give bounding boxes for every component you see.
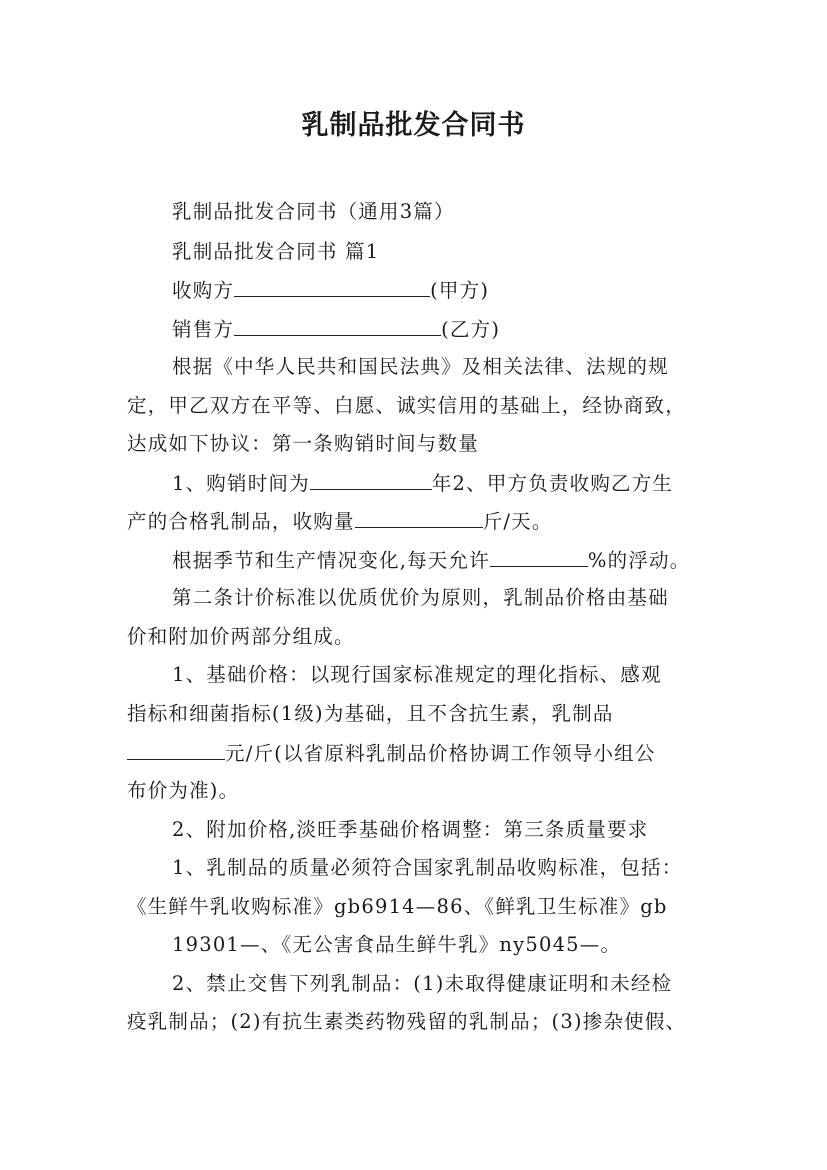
text-span: 根据《中华人民共和国民法典》及相关法律、法规的规 [172,355,669,378]
paragraph-line [172,855,682,881]
seller-label: 销售方 [172,318,235,341]
paragraph-line [127,393,686,419]
document-title: 乳制品批发合同书 [301,110,526,141]
paragraph-line [127,508,553,535]
seller-blank [234,316,441,336]
buyer-line [172,277,489,304]
paragraph-line [127,1009,686,1035]
text-span: 疫乳制品；(2)有抗生素类药物残留的乳制品；(3)掺杂使假、 [127,1010,687,1033]
text-span: 价和附加价两部分组成。 [127,625,355,648]
text-span: %的浮动。 [587,549,691,572]
text-span: 1、购销时间为 [172,472,310,495]
paragraph-line [172,585,669,611]
text-span: 1、基础价格：以现行国家标准规定的理化指标、感观 [172,663,662,686]
paragraph-line [127,624,355,650]
text-span: 达成如下协议：第一条购销时间与数量 [127,432,479,455]
subtitle-text: 乳制品批发合同书（通用3篇） [172,200,455,223]
text-span: 元/斤(以省原料乳制品价格协调工作领导小组公 [225,742,656,765]
text-span: 年2、甲方负责收购乙方生 [431,472,674,495]
paragraph-line [127,894,668,920]
paragraph-line [127,778,239,804]
text-span: 斤/天。 [482,510,553,533]
paragraph-line [172,239,379,265]
text-span: 根据季节和生产情况变化,每天允许 [172,549,490,572]
paragraph-line [127,701,614,727]
seller-line [172,316,500,343]
paragraph-line [172,547,690,574]
paragraph-line [172,932,621,958]
paragraph-line [172,354,669,380]
party-a-label: (甲方) [430,279,490,302]
text-span: 第二条计价标准以优质优价为原则，乳制品价格由基础 [172,586,669,609]
section-heading: 乳制品批发合同书 篇1 [172,240,380,263]
text-span: 产的合格乳制品，收购量 [127,510,355,533]
float-blank [490,547,588,567]
text-span: 布价为准)。 [127,779,240,802]
period-blank [310,470,432,490]
quantity-blank [355,508,483,528]
text-span: 2、禁止交售下列乳制品：(1)未取得健康证明和未经检 [172,972,673,995]
text-span: 19301—、《无公害食品生鲜牛乳》ny5045—。 [172,933,622,956]
paragraph-line [127,740,656,767]
paragraph-line [172,199,455,225]
buyer-blank [234,277,430,297]
text-span: 定，甲乙双方在平等、白愿、诚实信用的基础上，经协商致， [127,394,686,417]
paragraph-line [172,662,662,688]
paragraph-line [127,431,479,457]
text-span: 《生鲜牛乳收购标准》gb6914—86、《鲜乳卫生标准》gb [127,895,668,918]
paragraph-line [172,817,648,843]
text-span: 指标和细菌指标(1级)为基础，且不含抗生素，乳制品 [127,702,614,725]
paragraph-line [172,470,673,497]
paragraph-line [172,971,672,997]
text-span: 2、附加价格,淡旺季基础价格调整：第三条质量要求 [172,818,649,841]
text-span: 1、乳制品的质量必须符合国家乳制品收购标准，包括： [172,856,683,879]
buyer-label: 收购方 [172,279,235,302]
party-b-label: (乙方) [441,318,501,341]
price-blank [127,740,225,760]
